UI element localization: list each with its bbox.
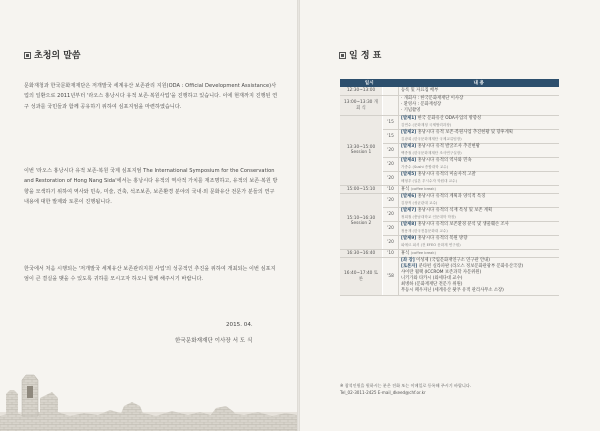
invitation-page: [0, 0, 297, 431]
content-line: [401, 186, 557, 193]
line-text: 분타펀 실라파판 (라오스 정보문화관광부 문화유산국장): [417, 264, 524, 269]
content-line: [401, 122, 557, 129]
speaker: (coffee break): [410, 250, 436, 255]
content-line: [401, 150, 557, 157]
content-cell: [399, 221, 560, 235]
schedule-row: [340, 193, 559, 207]
duration-cell: '20: [383, 171, 399, 185]
line-text: 니키가와 타카시 (와세다대 교수): [401, 276, 463, 281]
speaker: 배형우 (일본 우시수자 학원대 교수): [401, 178, 457, 183]
paragraph-2: 이번 '라오스 홍낭시다 유적 보존·복원 국제 심포지엄 The International Symposium for the Conservation and Restoration of Hong Nang Sida'에서는 홍낭시다 유적의 역사적 가치를 재조명하고, 유적의 보존·복원 방향을 모색하기 위하여 역사와 민속, 미술, 건축, 석조보존, 보존환경 분야의 국내·외 문화유산 전문가 분들의 연구내용에 대한 발제와 토론이 진행됩니다.: [24, 168, 278, 206]
line-text: 휴식: [401, 186, 411, 192]
session-tag: [발제4]: [401, 157, 417, 163]
line-text: 홍낭시다 유적의 역사와 민속: [416, 157, 472, 163]
duration-cell: '58: [383, 257, 399, 295]
duration-cell: '15: [383, 129, 399, 143]
session-tag: [발제1]: [401, 115, 417, 121]
paragraph-3: 한국에서 처음 시행되는 '저개발국 세계유산 보존관리지원 사업'의 성공적인 추진을 위하여 개최되는 이번 심포지엄이 큰 결실을 맺을 수 있도록 귀하를 모시고자 하오니 함께 해주시기 바랍니다.: [24, 266, 276, 283]
session-tag: [발제2]: [401, 129, 417, 135]
content-line: [401, 164, 557, 171]
speaker: 정희철 (충남대학교 인문대학 학장): [401, 214, 456, 219]
content-line: [401, 250, 557, 257]
line-text: 홍낭시다 유적의 석재 특성 및 보존 계획: [416, 207, 493, 213]
speaker: 정용재 (한국전통문화대 교수): [401, 228, 448, 233]
header-time: 일시: [340, 79, 399, 87]
content-cell: [399, 143, 560, 157]
temple-ruins-illustration: [0, 372, 297, 431]
program-table: [340, 79, 559, 296]
content-cell: [399, 185, 560, 193]
line-text: 등록 및 자료집 배부: [401, 87, 439, 93]
session-tag: [발제7]: [401, 207, 417, 213]
line-text: 이성제 (국립문화재연구소 연구관 안내): [414, 258, 490, 263]
duration-cell: '20: [383, 193, 399, 207]
session-tag: [발제8]: [401, 221, 417, 227]
duration-cell: '10: [383, 249, 399, 257]
line-text: 홍낭시다 유적 보존·복원사업 추진현황 및 향후계획: [416, 129, 513, 135]
line-text: 홍낭시다 유적의 보존환경 분석 및 생물훼손 조사: [416, 221, 509, 227]
line-text: · 개회사 : 한국문화재재단 이사장: [401, 96, 464, 101]
time-cell: 15:10~16:30 Session 2: [340, 193, 383, 249]
session-tag: [발제5]: [401, 171, 417, 177]
line-text: 한국 문화유산 ODA사업의 방향성: [416, 115, 482, 121]
line-text: 홍낭시다 유적 발굴조사 추진현황: [416, 143, 480, 149]
time-cell: 13:00~13:30 개 회 식: [340, 95, 383, 115]
time-cell: 16:30~16:40: [340, 249, 383, 257]
content-line: [401, 178, 557, 185]
duration-cell: '20: [383, 207, 399, 221]
content-cell: [399, 207, 560, 221]
square-bullet-icon: [24, 52, 31, 59]
duration-cell: '20: [383, 235, 399, 249]
line-text: 최병하 (문화재재단 전문가 위원): [401, 282, 463, 287]
content-cell: [399, 157, 560, 171]
schedule-row: [340, 185, 559, 193]
duration-cell: '20: [383, 143, 399, 157]
header-content: 내 용: [399, 79, 560, 87]
table-header: [340, 79, 559, 87]
time-cell: 16:40~17:40 토 론: [340, 257, 383, 295]
time-cell: 12:30~13:00: [340, 87, 383, 95]
time-cell: 15:00~15:10: [340, 185, 383, 193]
signer: 한국문화재재단 이사장 서 도 식: [175, 338, 253, 344]
speaker: 김광희 (한국문화재재단 국제교류팀장): [401, 136, 462, 141]
line-text: 홍낭시다 유적의 복원 방향: [416, 235, 468, 241]
date: 2015. 04.: [226, 322, 253, 328]
speaker: 백종철 (한국문화재재단 조사연구실장): [401, 150, 462, 155]
speaker: 가종수 (Sushi 종합대학 교수): [401, 164, 449, 169]
session-tag: [발제9]: [401, 235, 417, 241]
content-cell: [399, 95, 560, 115]
note-text: ※ 참석인원을 원하시는 분은 전화 또는 이메일로 등록해 주시기 바랍니다.: [340, 383, 472, 388]
schedule-row: [340, 249, 559, 257]
session-tag: [발제3]: [401, 143, 417, 149]
speaker: (coffee break): [410, 186, 436, 191]
content-cell: [399, 87, 560, 95]
schedule-row: [340, 95, 559, 115]
line-text: 휴식: [401, 250, 411, 256]
content-cell: [399, 249, 560, 257]
line-text: 홍낭시다 유적의 미술사적 고찰: [416, 171, 476, 177]
content-line: [401, 214, 557, 221]
invitation-title: 초청의 말씀: [24, 48, 81, 61]
content-cell: [399, 193, 560, 207]
content-line: [401, 242, 557, 249]
content-cell: [399, 129, 560, 143]
schedule-row: [340, 87, 559, 95]
schedule-row: [340, 257, 559, 295]
speaker: 김연수 (문화재청 국제협력과장): [401, 122, 452, 127]
duration-cell: [383, 95, 399, 115]
content-cell: [399, 115, 560, 129]
contact-info: Tel_02-3011-2425 E-mail_dkeed@chf.or.kr: [340, 390, 426, 395]
content-line: [401, 200, 557, 207]
session-tag: [좌 장]: [401, 258, 415, 263]
speaker: 피에르 피셔 (전 EFEO 문화재 연구원): [401, 242, 461, 247]
content-line: [401, 108, 557, 114]
duration-cell: '15: [383, 115, 399, 129]
duration-cell: '10: [383, 185, 399, 193]
content-line: [401, 228, 557, 235]
session-tag: [발제6]: [401, 193, 417, 199]
time-cell: 13:30~15:00 Session 1: [340, 115, 383, 185]
content-cell: [399, 235, 560, 249]
square-bullet-icon: [339, 52, 346, 59]
content-line: [401, 288, 557, 294]
speaker: 김창직 (성균관대 교수): [401, 200, 438, 205]
schedule-row: [340, 115, 559, 129]
line-text: · 환영사 : 문화재청장: [401, 102, 442, 107]
session-tag: [토론자]: [401, 264, 418, 269]
content-line: [401, 88, 557, 94]
line-text: 샤이란 월랙 (ICCROM 보존과학 자문위원): [401, 270, 482, 275]
program-title: 일 정 표: [339, 48, 381, 61]
content-cell: [399, 257, 560, 295]
registration-note: [340, 382, 471, 396]
line-text: · 기념촬영: [401, 108, 421, 113]
paragraph-1: 문화재청과 한국문화재재단은 저개발국 세계유산 보존관리 지원(ODA : Official Development Assistance)사업의 일환으로 2011년부터 '라오스 홍낭시다 유적 보존·복원사업'을 진행하고 있습니다. 이에 현재까지 진행된 연구 성과를 국민들과 함께 공유하기 위하여 심포지엄을 마련하였습니다.: [24, 83, 278, 110]
line-text: 무등시 페우자닌 (세계유산 왓푸 유적 관리사무소 소장): [401, 288, 504, 293]
line-text: 홍낭시다 유적의 계획과 양식적 특징: [416, 193, 486, 199]
content-cell: [399, 171, 560, 185]
duration-cell: '20: [383, 221, 399, 235]
duration-cell: '20: [383, 157, 399, 171]
duration-cell: [383, 87, 399, 95]
content-line: [401, 136, 557, 143]
